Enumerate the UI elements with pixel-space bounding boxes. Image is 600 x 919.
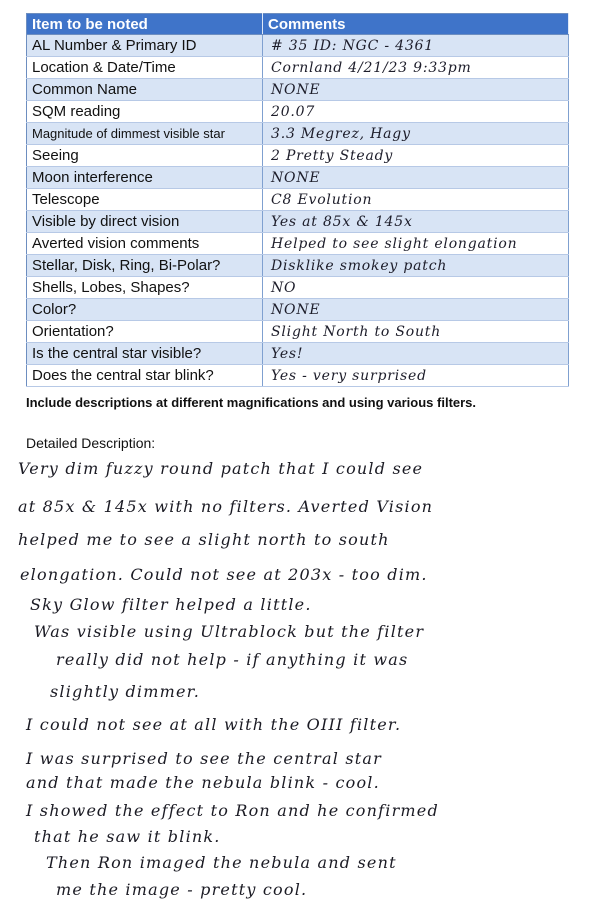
table-row xyxy=(27,211,569,233)
row-comment: Cornland 4/21/23 9:33pm xyxy=(263,57,569,79)
note-line: that he saw it blink. xyxy=(34,827,221,846)
note-line: I could not see at all with the OIII filter. xyxy=(26,715,402,734)
table-row xyxy=(27,343,569,365)
note-line: really did not help - if anything it was xyxy=(56,650,409,669)
row-comment: Helped to see slight elongation xyxy=(263,233,569,255)
row-comment: # 35 ID: NGC - 4361 xyxy=(263,35,569,57)
table-row xyxy=(27,145,569,167)
table-row xyxy=(27,57,569,79)
note-line: Was visible using Ultrablock but the filter xyxy=(34,622,425,641)
row-comment: 3.3 Megrez, Hagy xyxy=(263,123,569,145)
table-row xyxy=(27,299,569,321)
table-row xyxy=(27,123,569,145)
row-comment: Slight North to South xyxy=(263,321,569,343)
note-line: Sky Glow filter helped a little. xyxy=(30,595,312,614)
handwritten-notes xyxy=(0,455,600,905)
item-column-header: Item to be noted xyxy=(27,14,263,35)
note-line: me the image - pretty cool. xyxy=(56,880,308,899)
table-row xyxy=(27,277,569,299)
table-row xyxy=(27,189,569,211)
table-row xyxy=(27,35,569,57)
note-line: elongation. Could not see at 203x - too dim. xyxy=(20,565,428,584)
row-field-label: Color? xyxy=(27,299,263,321)
row-comment: 20.07 xyxy=(263,101,569,123)
row-field-label: Moon interference xyxy=(27,167,263,189)
row-comment: C8 Evolution xyxy=(263,189,569,211)
row-field-label: Common Name xyxy=(27,79,263,101)
table-row xyxy=(27,79,569,101)
note-line: Very dim fuzzy round patch that I could see xyxy=(18,459,424,478)
table-header-row xyxy=(27,14,569,35)
row-field-label: AL Number & Primary ID xyxy=(27,35,263,57)
row-comment: Yes at 85x & 145x xyxy=(263,211,569,233)
table-row xyxy=(27,321,569,343)
row-comment: NO xyxy=(263,277,569,299)
row-field-label: Visible by direct vision xyxy=(27,211,263,233)
row-comment: NONE xyxy=(263,299,569,321)
table-row xyxy=(27,167,569,189)
row-comment: Yes - very surprised xyxy=(263,365,569,387)
row-field-label: SQM reading xyxy=(27,101,263,123)
row-field-label: Does the central star blink? xyxy=(27,365,263,387)
table-row xyxy=(27,233,569,255)
row-field-label: Magnitude of dimmest visible star xyxy=(27,123,263,145)
row-field-label: Seeing xyxy=(27,145,263,167)
row-field-label: Location & Date/Time xyxy=(27,57,263,79)
row-field-label: Stellar, Disk, Ring, Bi-Polar? xyxy=(27,255,263,277)
comments-column-header: Comments xyxy=(263,14,569,35)
note-line: helped me to see a slight north to south xyxy=(18,530,390,549)
detailed-description-label: Detailed Description: xyxy=(26,435,156,451)
table-row xyxy=(27,365,569,387)
row-field-label: Orientation? xyxy=(27,321,263,343)
note-line: I showed the effect to Ron and he confirmed xyxy=(26,801,439,820)
note-line: Then Ron imaged the nebula and sent xyxy=(46,853,397,872)
row-comment: Yes! xyxy=(263,343,569,365)
row-comment: NONE xyxy=(263,167,569,189)
table-row xyxy=(27,101,569,123)
row-field-label: Averted vision comments xyxy=(27,233,263,255)
row-comment: Disklike smokey patch xyxy=(263,255,569,277)
note-line: and that made the nebula blink - cool. xyxy=(26,773,380,792)
row-comment: NONE xyxy=(263,79,569,101)
note-line: slightly dimmer. xyxy=(50,682,201,701)
row-field-label: Telescope xyxy=(27,189,263,211)
instructions-text: Include descriptions at different magnifications and using various filters. xyxy=(26,395,477,410)
note-line: at 85x & 145x with no filters. Averted Vision xyxy=(18,497,434,516)
note-line: I was surprised to see the central star xyxy=(26,749,382,768)
observation-table xyxy=(26,13,569,387)
table-row xyxy=(27,255,569,277)
row-field-label: Shells, Lobes, Shapes? xyxy=(27,277,263,299)
row-field-label: Is the central star visible? xyxy=(27,343,263,365)
row-comment: 2 Pretty Steady xyxy=(263,145,569,167)
